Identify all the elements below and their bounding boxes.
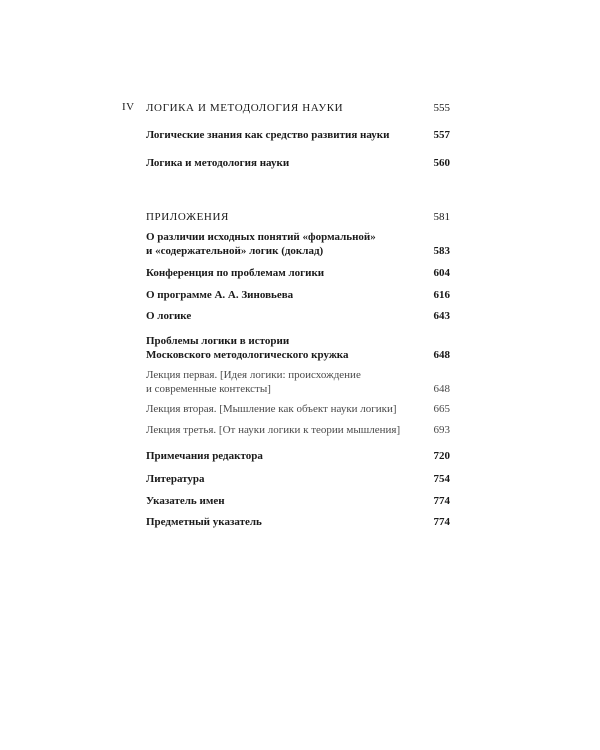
toc-entry-page: 604 [433, 267, 450, 279]
toc-entry-page: 583 [433, 245, 450, 257]
toc-entry-title: Примечания редактора [146, 450, 263, 462]
toc-entry[interactable] [146, 230, 450, 258]
toc-entry-page: 693 [433, 424, 450, 436]
toc-entry-title: ЛОГИКА И МЕТОДОЛОГИЯ НАУКИ [146, 102, 344, 114]
toc-entry-lecture[interactable] [146, 402, 450, 416]
toc-entry-title-line: Московского методологического кружка [146, 349, 349, 361]
toc-entry-title: Литература [146, 473, 205, 485]
toc-entry-page: 643 [433, 310, 450, 322]
toc-entry-title-line: Проблемы логики в истории [146, 335, 290, 347]
toc-entry[interactable] [146, 266, 450, 280]
toc-entry-page: 557 [433, 129, 450, 141]
toc-entry-page: 648 [433, 349, 450, 361]
toc-entry-title: Логика и методология науки [146, 157, 290, 169]
toc-entry-section-iv[interactable] [146, 101, 450, 115]
toc-entry[interactable] [146, 515, 450, 529]
toc-entry-title-line: О различии исходных понятий «формальной» [146, 231, 376, 243]
toc-entry[interactable] [146, 334, 450, 362]
toc-entry-page: 774 [433, 495, 450, 507]
toc-entry[interactable] [146, 494, 450, 508]
toc-entry[interactable] [146, 472, 450, 486]
toc-entry-title-line: и современные контексты] [146, 383, 271, 395]
toc-entry-title-line: и «содержательной» логик (доклад) [146, 245, 324, 257]
toc-entry[interactable] [146, 128, 450, 142]
toc-entry-page: 648 [433, 383, 450, 395]
toc-entry-title: ПРИЛОЖЕНИЯ [146, 211, 229, 223]
toc-entry-page: 560 [433, 157, 450, 169]
toc-entry-title: О программе А. А. Зиновьева [146, 289, 294, 301]
toc-entry[interactable] [146, 449, 450, 463]
toc-entry-page: 754 [433, 473, 450, 485]
toc-entry-appendix[interactable] [146, 210, 450, 224]
toc-entry-title: О логике [146, 310, 192, 322]
toc-entry-title: Конференция по проблемам логики [146, 267, 325, 279]
toc-entry[interactable] [146, 156, 450, 170]
toc-entry[interactable] [146, 309, 450, 323]
toc-entry-page: 616 [433, 289, 450, 301]
toc-entry-title: Указатель имен [146, 495, 225, 507]
toc-entry-page: 581 [433, 211, 450, 223]
section-numeral: IV [122, 101, 135, 113]
toc-entry[interactable] [146, 288, 450, 302]
toc-entry-title: Лекция третья. [От науки логики к теории мышления] [146, 424, 401, 436]
toc-entry-page: 665 [433, 403, 450, 415]
toc-entry-title: Предметный указатель [146, 516, 262, 528]
toc-entry-page: 555 [433, 102, 450, 114]
toc-entry-title: Лекция вторая. [Мышление как объект науки логики] [146, 403, 397, 415]
toc-entry-lecture[interactable] [146, 368, 450, 396]
toc-entry-page: 774 [433, 516, 450, 528]
toc-entry-title-line: Лекция первая. [Идея логики: происхождение [146, 369, 361, 381]
toc-entry-lecture[interactable] [146, 423, 450, 437]
toc-entry-title: Логические знания как средство развития науки [146, 129, 390, 141]
toc-entry-page: 720 [433, 450, 450, 462]
